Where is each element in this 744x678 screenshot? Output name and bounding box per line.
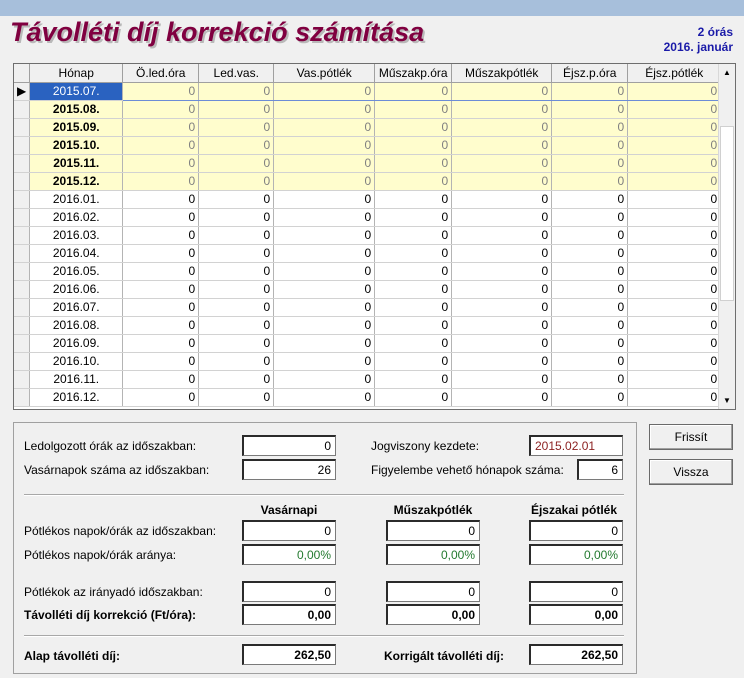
table-row[interactable]	[14, 208, 721, 226]
value-cell[interactable]: 0	[199, 280, 274, 298]
month-cell[interactable]: 2016.01.	[30, 190, 123, 208]
month-cell[interactable]: 2016.11.	[30, 370, 123, 388]
value-cell[interactable]: 0	[123, 172, 199, 190]
value-cell[interactable]: 0	[452, 208, 552, 226]
month-cell[interactable]: 2016.05.	[30, 262, 123, 280]
value-cell[interactable]: 0	[375, 334, 452, 352]
value-cell[interactable]: 0	[274, 262, 375, 280]
column-header[interactable]: Vas.pótlék	[274, 64, 375, 82]
value-cell[interactable]: 0	[452, 190, 552, 208]
value-cell[interactable]: 0	[375, 100, 452, 118]
value-cell[interactable]: 0	[552, 154, 628, 172]
value-cell[interactable]: 0	[552, 118, 628, 136]
value-cell[interactable]: 0	[552, 190, 628, 208]
mode-label: 2 órás	[697, 25, 733, 39]
value-cell[interactable]: 0	[274, 316, 375, 334]
month-cell[interactable]: 2016.07.	[30, 298, 123, 316]
month-cell[interactable]: 2015.11.	[30, 154, 123, 172]
summary-panel	[13, 422, 637, 674]
value-cell[interactable]: 0	[552, 334, 628, 352]
value-cell[interactable]: 0	[123, 244, 199, 262]
column-header[interactable]: Hónap	[30, 64, 123, 82]
value-cell[interactable]: 0	[552, 226, 628, 244]
row-selector[interactable]	[14, 280, 30, 298]
value-cell[interactable]: 0	[375, 280, 452, 298]
value-cell[interactable]: 0	[274, 334, 375, 352]
row-selector[interactable]	[14, 352, 30, 370]
value-cell[interactable]: 0	[628, 316, 721, 334]
korrekcio-muszak-field[interactable]: 0,00	[386, 604, 480, 625]
table-row[interactable]	[14, 172, 721, 190]
scroll-thumb[interactable]	[720, 126, 734, 301]
value-cell[interactable]: 0	[199, 334, 274, 352]
value-cell[interactable]: 0	[375, 190, 452, 208]
value-cell[interactable]: 0	[628, 244, 721, 262]
value-cell[interactable]: 0	[123, 190, 199, 208]
value-cell[interactable]: 0	[375, 154, 452, 172]
table-row[interactable]	[14, 334, 721, 352]
row-selector[interactable]	[14, 226, 30, 244]
value-cell[interactable]: 0	[199, 370, 274, 388]
value-cell[interactable]: 0	[123, 280, 199, 298]
col-header-ejszakai: Éjszakai pótlék	[530, 503, 618, 517]
value-cell[interactable]: 0	[375, 136, 452, 154]
value-cell[interactable]: 0	[452, 316, 552, 334]
korrigalt-label: Korrigált távolléti díj:	[384, 649, 505, 663]
value-cell[interactable]: 0	[199, 298, 274, 316]
row-selector[interactable]	[14, 334, 30, 352]
value-cell[interactable]: 0	[628, 298, 721, 316]
value-cell[interactable]: 0	[274, 352, 375, 370]
scroll-down-icon[interactable]: ▼	[723, 396, 731, 405]
value-cell[interactable]: 0	[452, 298, 552, 316]
value-cell[interactable]: 0	[375, 226, 452, 244]
month-cell[interactable]: 2016.04.	[30, 244, 123, 262]
value-cell[interactable]: 0	[452, 136, 552, 154]
value-cell[interactable]: 0	[274, 226, 375, 244]
value-cell[interactable]: 0	[628, 352, 721, 370]
value-cell[interactable]: 0	[199, 136, 274, 154]
month-cell[interactable]: 2015.08.	[30, 100, 123, 118]
alap-field[interactable]: 262,50	[242, 644, 336, 665]
figyelembe-label: Figyelembe vehető hónapok száma:	[371, 463, 564, 477]
month-cell[interactable]: 2015.10.	[30, 136, 123, 154]
month-cell[interactable]: 2016.08.	[30, 316, 123, 334]
value-cell[interactable]: 0	[628, 136, 721, 154]
value-cell[interactable]: 0	[552, 280, 628, 298]
value-cell[interactable]: 0	[552, 244, 628, 262]
value-cell[interactable]: 0	[123, 352, 199, 370]
month-cell[interactable]: 2016.09.	[30, 334, 123, 352]
value-cell[interactable]: 0	[274, 208, 375, 226]
korrigalt-field[interactable]: 262,50	[529, 644, 623, 665]
value-cell[interactable]: 0	[123, 82, 199, 100]
value-cell[interactable]: 0	[375, 172, 452, 190]
value-cell[interactable]: 0	[199, 118, 274, 136]
value-cell[interactable]: 0	[628, 82, 721, 100]
value-cell[interactable]: 0	[199, 208, 274, 226]
corner-cell	[14, 64, 30, 82]
table-row[interactable]	[14, 82, 721, 100]
value-cell[interactable]: 0	[274, 190, 375, 208]
arany-ejszakai-field[interactable]: 0,00%	[529, 544, 623, 565]
iranyado-label: Pótlékok az irányadó időszakban:	[24, 585, 203, 599]
row-selector[interactable]	[14, 262, 30, 280]
value-cell[interactable]: 0	[375, 244, 452, 262]
grid-vertical-scrollbar[interactable]	[718, 64, 735, 409]
value-cell[interactable]: 0	[628, 262, 721, 280]
value-cell[interactable]: 0	[552, 352, 628, 370]
value-cell[interactable]: 0	[375, 208, 452, 226]
value-cell[interactable]: 0	[452, 118, 552, 136]
column-header[interactable]: Műszakpótlék	[452, 64, 552, 82]
vasarnapok-field[interactable]: 26	[242, 459, 336, 480]
alap-label: Alap távolléti díj:	[24, 649, 121, 663]
value-cell[interactable]: 0	[123, 334, 199, 352]
value-cell[interactable]: 0	[274, 244, 375, 262]
value-cell[interactable]: 0	[199, 172, 274, 190]
arany-vasarnapi-field[interactable]: 0,00%	[242, 544, 336, 565]
potlekos-vasarnapi-field[interactable]: 0	[242, 520, 336, 541]
iranyado-vasarnapi-field[interactable]: 0	[242, 581, 336, 602]
ledolgozott-field[interactable]: 0	[242, 435, 336, 456]
value-cell[interactable]: 0	[375, 370, 452, 388]
grid-header-row	[14, 64, 721, 82]
value-cell[interactable]: 0	[274, 100, 375, 118]
figyelembe-field[interactable]: 6	[577, 459, 623, 480]
col-header-muszakpotlek: Műszakpótlék	[393, 503, 473, 517]
table-row[interactable]	[14, 118, 721, 136]
value-cell[interactable]: 0	[123, 388, 199, 406]
table-row[interactable]	[14, 100, 721, 118]
value-cell[interactable]: 0	[123, 262, 199, 280]
value-cell[interactable]: 0	[199, 352, 274, 370]
value-cell[interactable]: 0	[375, 316, 452, 334]
korrekcio-vasarnapi-field[interactable]: 0,00	[242, 604, 336, 625]
value-cell[interactable]: 0	[628, 100, 721, 118]
arany-label: Pótlékos napok/órák aránya:	[24, 548, 177, 562]
row-selector[interactable]	[14, 244, 30, 262]
value-cell[interactable]: 0	[274, 154, 375, 172]
row-selector[interactable]	[14, 370, 30, 388]
value-cell[interactable]: 0	[375, 262, 452, 280]
month-cell[interactable]: 2016.02.	[30, 208, 123, 226]
header-info	[664, 25, 733, 55]
korrekcio-ejszakai-field[interactable]: 0,00	[529, 604, 623, 625]
value-cell[interactable]: 0	[123, 100, 199, 118]
value-cell[interactable]: 0	[552, 388, 628, 406]
row-selector[interactable]	[14, 136, 30, 154]
value-cell[interactable]: 0	[452, 226, 552, 244]
value-cell[interactable]: 0	[199, 226, 274, 244]
window-top-strip	[0, 0, 744, 16]
value-cell[interactable]: 0	[452, 334, 552, 352]
monthly-data-grid[interactable]	[13, 63, 736, 410]
potlekos-label: Pótlékos napok/órák az időszakban:	[24, 524, 217, 538]
value-cell[interactable]: 0	[199, 82, 274, 100]
month-cell[interactable]: 2016.10.	[30, 352, 123, 370]
value-cell[interactable]: 0	[199, 244, 274, 262]
row-pointer-icon: ▶	[17, 84, 27, 98]
value-cell[interactable]: 0	[375, 388, 452, 406]
iranyado-ejszakai-field[interactable]: 0	[529, 581, 623, 602]
value-cell[interactable]: 0	[274, 118, 375, 136]
value-cell[interactable]: 0	[552, 172, 628, 190]
value-cell[interactable]: 0	[452, 100, 552, 118]
value-cell[interactable]: 0	[552, 298, 628, 316]
jogviszony-label: Jogviszony kezdete:	[371, 439, 480, 453]
value-cell[interactable]: 0	[452, 244, 552, 262]
value-cell[interactable]: 0	[628, 226, 721, 244]
value-cell[interactable]: 0	[123, 118, 199, 136]
table-row[interactable]	[14, 298, 721, 316]
divider	[24, 635, 624, 637]
value-cell[interactable]: 0	[123, 208, 199, 226]
value-cell[interactable]: 0	[452, 172, 552, 190]
table-row[interactable]	[14, 136, 721, 154]
row-selector[interactable]	[14, 172, 30, 190]
value-cell[interactable]: 0	[123, 154, 199, 172]
value-cell[interactable]: 0	[274, 82, 375, 100]
value-cell[interactable]: 0	[552, 370, 628, 388]
table-row[interactable]	[14, 262, 721, 280]
column-header[interactable]: Műszakp.óra	[375, 64, 452, 82]
value-cell[interactable]: 0	[452, 262, 552, 280]
value-cell[interactable]: 0	[452, 82, 552, 100]
table-row[interactable]	[14, 226, 721, 244]
table-row[interactable]	[14, 154, 721, 172]
value-cell[interactable]: 0	[274, 280, 375, 298]
value-cell[interactable]: 0	[123, 316, 199, 334]
value-cell[interactable]: 0	[552, 262, 628, 280]
vasarnapok-label: Vasárnapok száma az időszakban:	[24, 463, 210, 477]
row-selector[interactable]	[14, 118, 30, 136]
page-title: Távolléti díj korrekció számítása	[10, 17, 425, 47]
value-cell[interactable]: 0	[375, 82, 452, 100]
month-cell[interactable]: 2016.06.	[30, 280, 123, 298]
table-row[interactable]	[14, 388, 721, 406]
value-cell[interactable]: 0	[123, 226, 199, 244]
row-selector[interactable]	[14, 100, 30, 118]
value-cell[interactable]: 0	[552, 208, 628, 226]
value-cell[interactable]: 0	[452, 280, 552, 298]
value-cell[interactable]: 0	[123, 136, 199, 154]
column-header[interactable]: Ö.led.óra	[123, 64, 199, 82]
value-cell[interactable]: 0	[452, 352, 552, 370]
row-selector[interactable]	[14, 208, 30, 226]
row-selector[interactable]	[14, 388, 30, 406]
month-cell[interactable]: 2016.12.	[30, 388, 123, 406]
month-cell[interactable]: 2016.03.	[30, 226, 123, 244]
value-cell[interactable]: 0	[274, 370, 375, 388]
table-row[interactable]	[14, 190, 721, 208]
scroll-up-icon[interactable]: ▲	[723, 68, 731, 77]
divider	[24, 494, 624, 496]
value-cell[interactable]: 0	[628, 208, 721, 226]
grid-body	[14, 82, 721, 406]
value-cell[interactable]: 0	[552, 136, 628, 154]
value-cell[interactable]: 0	[199, 154, 274, 172]
jogviszony-field[interactable]: 2015.02.01	[529, 435, 623, 456]
arany-muszak-field[interactable]: 0,00%	[386, 544, 480, 565]
table-row[interactable]	[14, 244, 721, 262]
row-selector[interactable]	[14, 298, 30, 316]
value-cell[interactable]: 0	[274, 172, 375, 190]
value-cell[interactable]: 0	[628, 154, 721, 172]
table-row[interactable]	[14, 370, 721, 388]
potlekos-muszak-field[interactable]: 0	[386, 520, 480, 541]
value-cell[interactable]: 0	[628, 334, 721, 352]
potlekos-ejszakai-field[interactable]: 0	[529, 520, 623, 541]
korrekcio-label: Távolléti díj korrekció (Ft/óra):	[24, 608, 197, 622]
row-selector[interactable]	[14, 82, 30, 100]
table-row[interactable]	[14, 316, 721, 334]
ledolgozott-label: Ledolgozott órák az időszakban:	[24, 439, 197, 453]
table-row[interactable]	[14, 280, 721, 298]
value-cell[interactable]: 0	[628, 172, 721, 190]
back-button[interactable]: Vissza	[649, 459, 733, 485]
value-cell[interactable]: 0	[628, 388, 721, 406]
value-cell[interactable]: 0	[552, 100, 628, 118]
value-cell[interactable]: 0	[199, 262, 274, 280]
value-cell[interactable]: 0	[123, 370, 199, 388]
value-cell[interactable]: 0	[628, 370, 721, 388]
value-cell[interactable]: 0	[452, 388, 552, 406]
value-cell[interactable]: 0	[199, 190, 274, 208]
row-selector[interactable]	[14, 190, 30, 208]
value-cell[interactable]: 0	[274, 388, 375, 406]
value-cell[interactable]: 0	[375, 118, 452, 136]
row-selector[interactable]	[14, 316, 30, 334]
value-cell[interactable]: 0	[628, 118, 721, 136]
value-cell[interactable]: 0	[199, 100, 274, 118]
value-cell[interactable]: 0	[628, 190, 721, 208]
value-cell[interactable]: 0	[628, 280, 721, 298]
month-cell[interactable]: 2015.07.	[30, 82, 123, 100]
value-cell[interactable]: 0	[552, 316, 628, 334]
value-cell[interactable]: 0	[123, 298, 199, 316]
value-cell[interactable]: 0	[199, 316, 274, 334]
period-label: 2016. január	[663, 40, 733, 54]
month-cell[interactable]: 2015.12.	[30, 172, 123, 190]
iranyado-muszak-field[interactable]: 0	[386, 581, 480, 602]
column-header[interactable]: Led.vas.	[199, 64, 274, 82]
value-cell[interactable]: 0	[274, 136, 375, 154]
value-cell[interactable]: 0	[452, 370, 552, 388]
value-cell[interactable]: 0	[552, 82, 628, 100]
value-cell[interactable]: 0	[452, 154, 552, 172]
value-cell[interactable]: 0	[274, 298, 375, 316]
col-header-vasarnapi: Vasárnapi	[260, 503, 318, 517]
value-cell[interactable]: 0	[199, 388, 274, 406]
column-header[interactable]: Éjsz.pótlék	[628, 64, 721, 82]
grid-table	[14, 64, 721, 407]
table-row[interactable]	[14, 352, 721, 370]
value-cell[interactable]: 0	[375, 352, 452, 370]
column-header[interactable]: Éjsz.p.óra	[552, 64, 628, 82]
value-cell[interactable]: 0	[375, 298, 452, 316]
row-selector[interactable]	[14, 154, 30, 172]
month-cell[interactable]: 2015.09.	[30, 118, 123, 136]
refresh-button[interactable]: Frissít	[649, 424, 733, 450]
